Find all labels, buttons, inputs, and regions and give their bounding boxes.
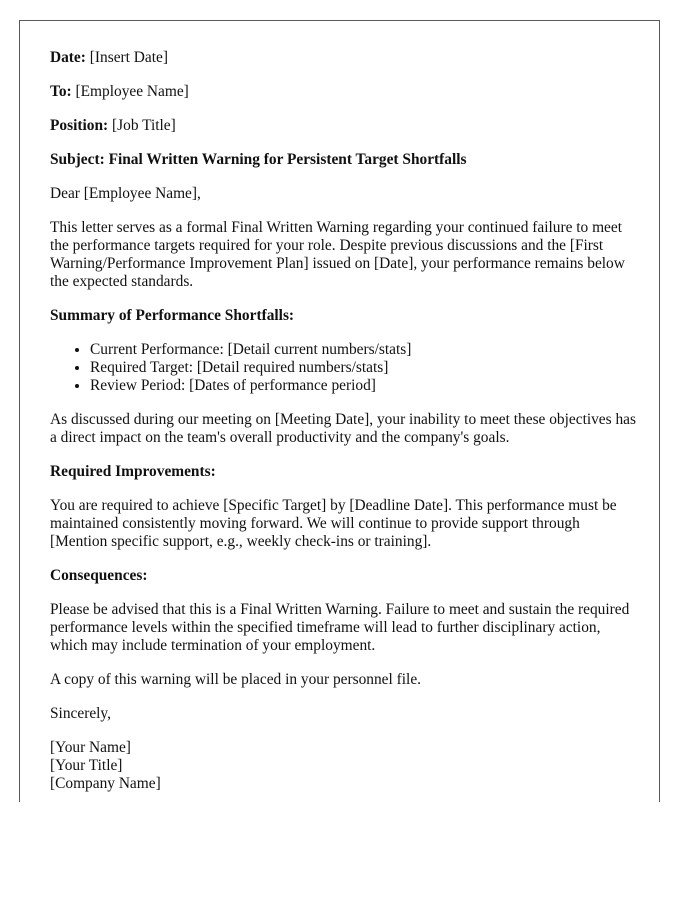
position-line <box>50 117 640 135</box>
date-line <box>50 49 640 67</box>
to-value: [Employee Name] <box>71 83 189 100</box>
letter-content <box>50 49 640 793</box>
consequences-paragraph: Please be advised that this is a Final Written Warning. Failure to meet and sustain the required performance levels within the specified timeframe will lead to further disciplinary action, which may include termination of your employment. <box>50 601 630 654</box>
letter-page <box>19 20 660 802</box>
improvements-heading: Required Improvements: <box>50 463 216 480</box>
consequences-heading: Consequences: <box>50 567 148 584</box>
impact-paragraph: As discussed during our meeting on [Meeting Date], your inability to meet these objectives has a direct impact on the team's overall productivity and the company's goals. <box>50 411 636 446</box>
salutation: Dear [Employee Name], <box>50 185 201 202</box>
to-label: To: <box>50 83 72 100</box>
position-label: Position: <box>50 117 109 134</box>
summary-heading: Summary of Performance Shortfalls: <box>50 307 295 324</box>
list-item: • Review Period: [Dates of performance period] <box>90 377 640 395</box>
file-note: A copy of this warning will be placed in your personnel file. <box>50 671 421 688</box>
signature-name: [Your Name] <box>50 739 131 756</box>
signature-block <box>50 739 640 793</box>
subject-line: Subject: Final Written Warning for Persistent Target Shortfalls <box>50 151 467 168</box>
signature-title: [Your Title] <box>50 757 123 774</box>
improvements-paragraph: You are required to achieve [Specific Target] by [Deadline Date]. This performance must be maintained consistently moving forward. We will continue to provide support through [Mention specific support, e.g., weekly check-ins or training]. <box>50 497 617 550</box>
date-value: [Insert Date] <box>85 49 168 66</box>
closing: Sincerely, <box>50 705 111 722</box>
to-line <box>50 83 640 101</box>
position-value: [Job Title] <box>108 117 176 134</box>
summary-list <box>50 341 640 395</box>
list-item: • Required Target: [Detail required numbers/stats] <box>90 359 640 377</box>
date-label: Date: <box>50 49 86 66</box>
intro-paragraph: This letter serves as a formal Final Written Warning regarding your continued failure to meet the performance targets required for your role. Despite previous discussions and the [First Warning/Performance Improvement Plan] issued on [Date], your performance remains below the expected standards. <box>50 219 625 290</box>
signature-company: [Company Name] <box>50 775 161 792</box>
list-item: • Current Performance: [Detail current numbers/stats] <box>90 341 640 359</box>
